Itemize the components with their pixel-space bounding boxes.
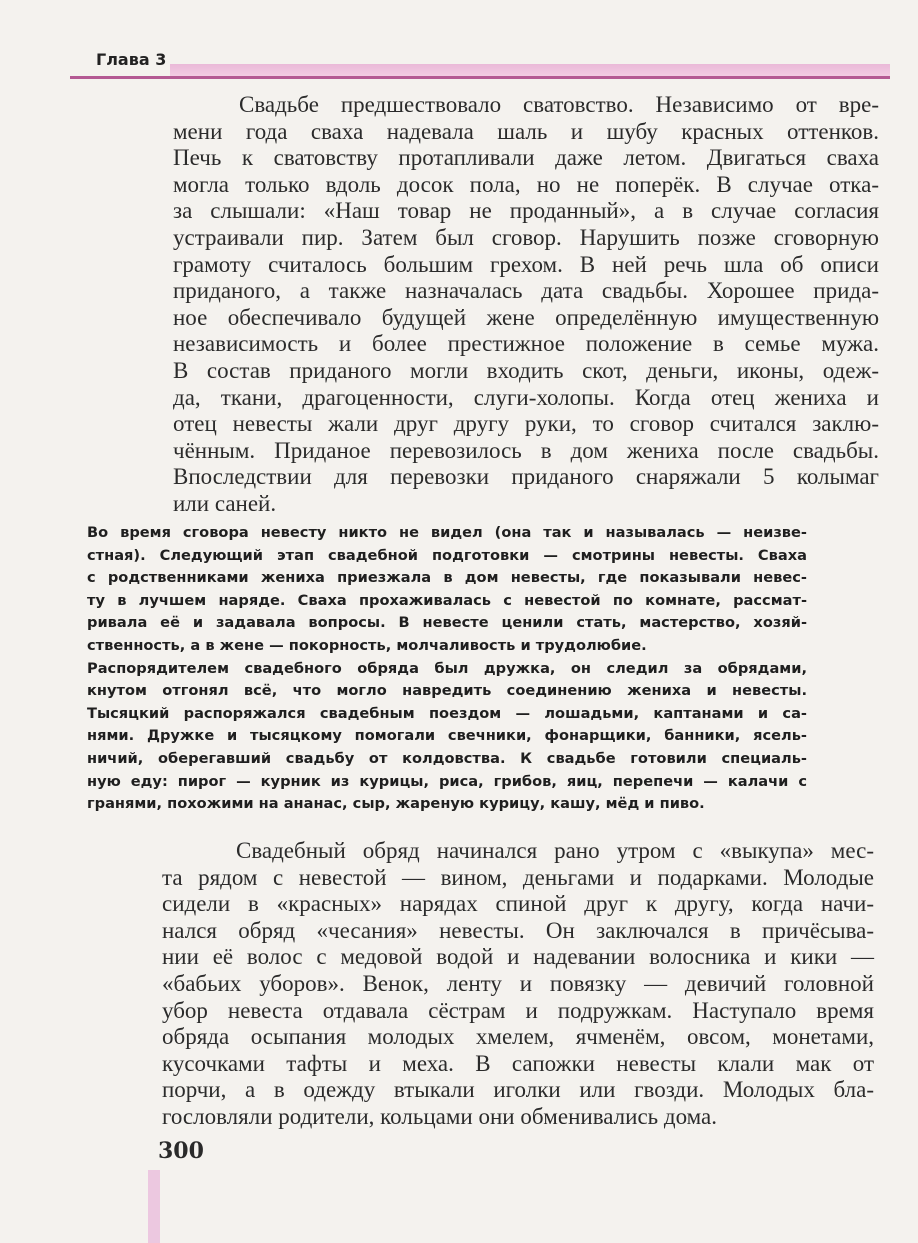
header-rule <box>70 76 890 79</box>
text-line: кнутом отгонял всё, что могло навредить соединению жениха и невесты. <box>87 682 807 700</box>
text-line: гранями, похожими на ананас, сыр, жареную курицу, кашу, мёд и пиво. <box>87 795 705 813</box>
text-line: да, ткани, драгоценности, слуги-холопы. Когда отец жениха и <box>173 384 879 410</box>
paragraph-bride-viewing <box>87 522 807 816</box>
chapter-title: Глава 3 <box>96 50 167 69</box>
text-line: ственность, а в жене — покорность, молчаливость и трудолюбие. <box>87 636 647 654</box>
text-line: нался обряд «чесания» невесты. Он заключался в причёсыва- <box>162 917 874 943</box>
text-line: отец невесты жали друг другу руки, то сговор считался заклю- <box>173 411 879 437</box>
text-line: нии её волос с медовой водой и надевании волосника и кики — <box>162 944 874 970</box>
text-line: Тысяцкий распоряжался свадебным поездом — лошадьми, каптанами и са- <box>87 704 807 722</box>
text-line: убор невеста отдавала сёстрам и подружкам. Наступало время <box>162 997 874 1023</box>
text-line: Свадебный обряд начинался рано утром с «выкупа» мес- <box>236 838 874 863</box>
text-line: мени года сваха надевала шаль и шубу красных оттенков. <box>173 118 879 144</box>
text-line: или саней. <box>173 490 277 516</box>
margin-accent-bar <box>148 1170 160 1243</box>
paragraph-wedding-rite <box>162 838 874 1131</box>
text-line: Свадьбе предшествовало сватовство. Независимо от вре- <box>239 92 879 117</box>
text-line: ривала её и задавала вопросы. В невесте ценили стать, мастерство, хозяй- <box>87 614 807 632</box>
text-line: Печь к сватовству протапливали даже летом. Двигаться сваха <box>173 145 879 171</box>
text-line: ную еду: пирог — курник из курицы, риса, грибов, яиц, перепечи — калачи с <box>87 772 807 790</box>
text-line: независимость и более престижное положение в семье мужа. <box>173 331 879 357</box>
page-number: 300 <box>158 1138 204 1164</box>
text-line: обряда осыпания молодых хмелем, ячменём, овсом, монетами, <box>162 1024 874 1050</box>
text-line: порчи, а в одежду втыкали иголки или гвозди. Молодых бла- <box>162 1077 874 1103</box>
text-line: грамоту считалось большим грехом. В ней речь шла об описи <box>173 251 879 277</box>
text-line: за слышали: «Наш товар не проданный», а в случае согласия <box>173 198 879 224</box>
text-line: нями. Дружке и тысяцкому помогали свечники, фонарщики, банники, ясель- <box>87 727 807 745</box>
text-line: ничий, оберегавший свадьбу от колдовства. К свадьбе готовили специаль- <box>87 749 807 767</box>
text-line: та рядом с невестой — вином, деньгами и подарками. Молодые <box>162 864 874 890</box>
text-line: с родственниками жениха приезжала в дом невесты, где показывали невес- <box>87 569 807 587</box>
text-line: устраивали пир. Затем был сговор. Нарушить позже сговорную <box>173 224 879 250</box>
text-line: «бабьих уборов». Венок, ленту и повязку — девичий головной <box>162 970 874 996</box>
paragraph-matchmaking <box>173 92 879 518</box>
text-line: гословляли родители, кольцами они обменивались дома. <box>162 1103 718 1129</box>
text-line: ное обеспечивало будущей жене определённую имущественную <box>173 304 879 330</box>
text-line: стная). Следующий этап свадебной подготовки — смотрины невесты. Сваха <box>87 546 807 564</box>
text-line: кусочками тафты и меха. В сапожки невесты клали мак от <box>162 1050 874 1076</box>
text-line: Распорядителем свадебного обряда был дружка, он следил за обрядами, <box>87 659 807 677</box>
text-line: ту в лучшем наряде. Сваха прохаживалась с невестой по комнате, рассмат- <box>87 591 807 609</box>
text-line: чённым. Приданое перевозилось в дом жениха после свадьбы. <box>173 437 879 463</box>
chapter-header <box>70 44 890 80</box>
text-line: сидели в «красных» нарядах спиной друг к другу, когда начи- <box>162 891 874 917</box>
text-line: приданого, а также назначалась дата свадьбы. Хорошее прида- <box>173 278 879 304</box>
text-line: В состав приданого могли входить скот, деньги, иконы, одеж- <box>173 357 879 383</box>
text-line: Во время сговора невесту никто не видел (она так и называлась — неизве- <box>87 524 807 541</box>
text-line: могла только вдоль досок пола, но не поперёк. В случае отка- <box>173 171 879 197</box>
text-line: Впоследствии для перевозки приданого снаряжали 5 колымаг <box>173 464 879 490</box>
